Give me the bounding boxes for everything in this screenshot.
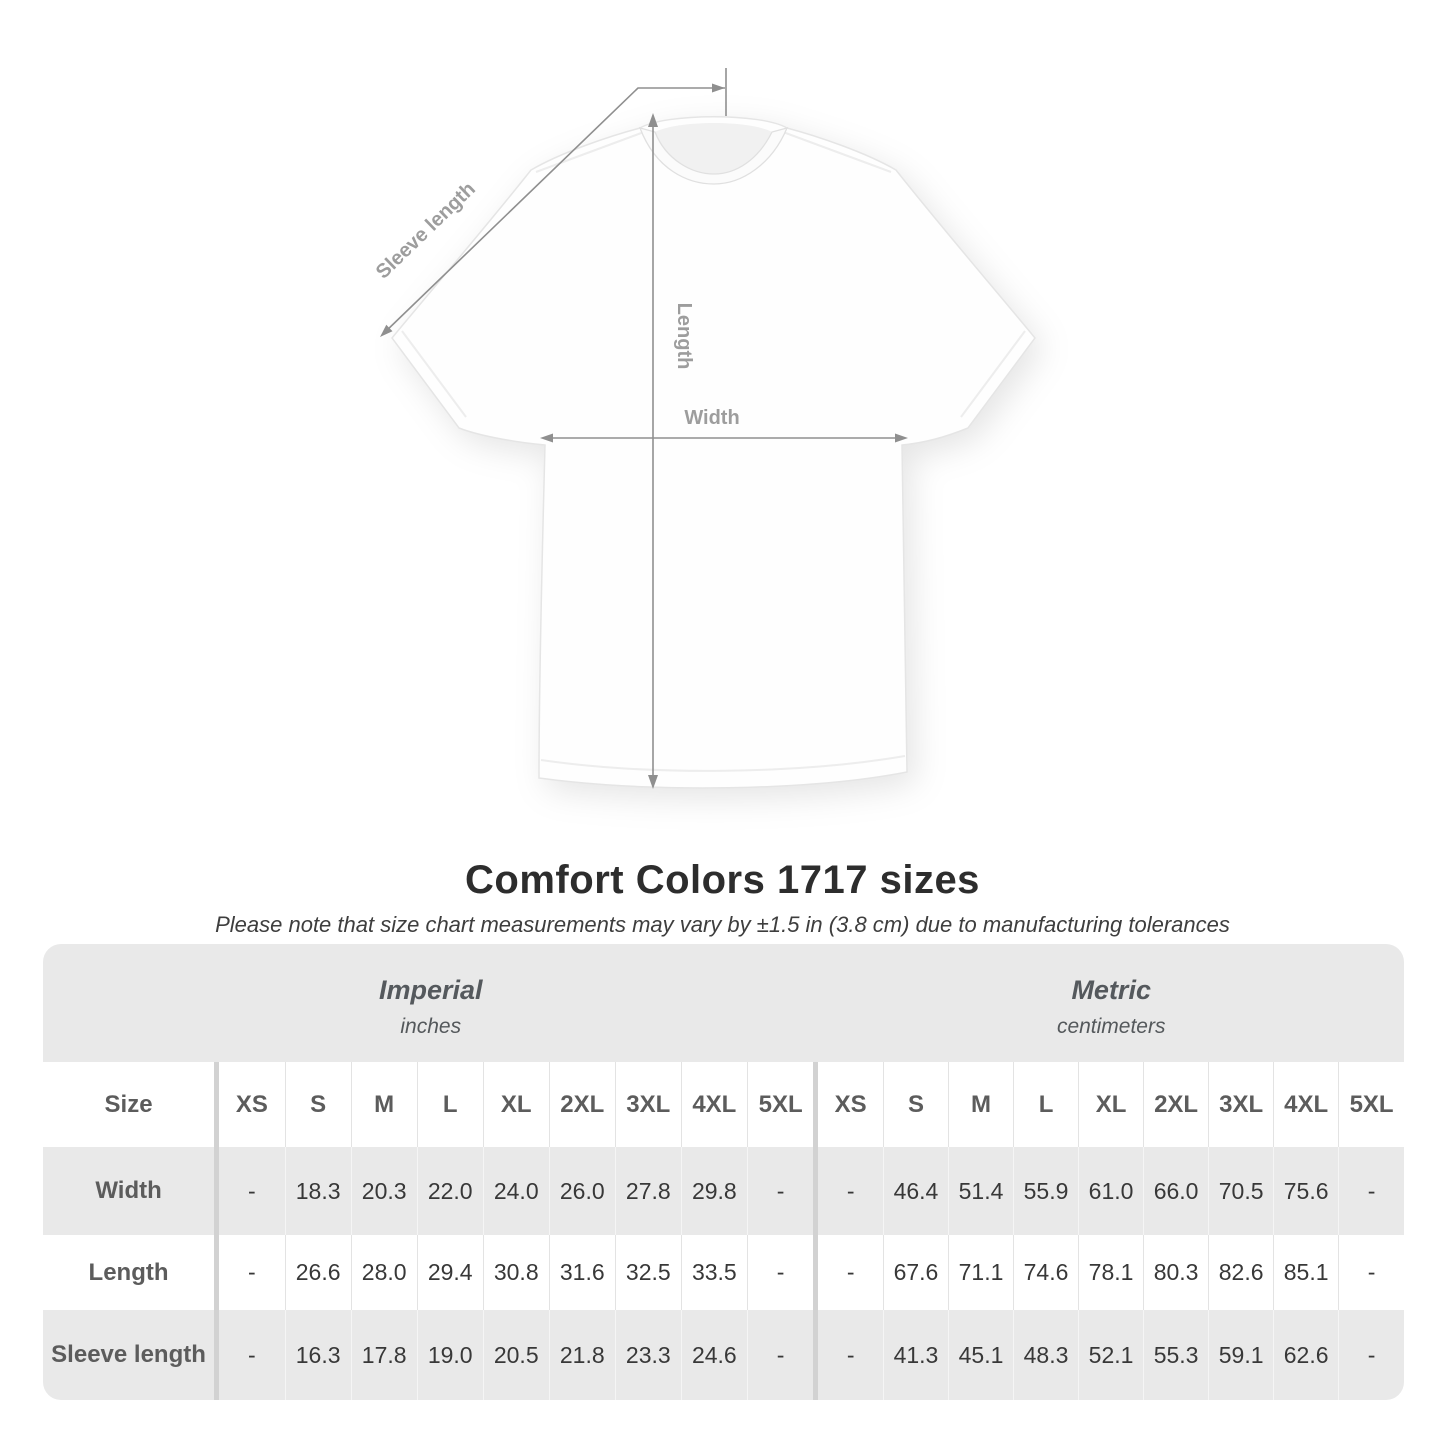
length-metric-cell: 71.1 (948, 1235, 1013, 1310)
sleeve-length-label: Sleeve length (371, 177, 480, 284)
length-metric-cell: 80.3 (1144, 1235, 1209, 1310)
length-imperial-cell: 26.6 (285, 1235, 351, 1310)
length-imperial-cell: 30.8 (483, 1235, 549, 1310)
sleeve-metric-cell: 55.3 (1144, 1310, 1209, 1400)
table-row-sleeve-length (43, 1310, 1404, 1400)
length-imperial-cell: 32.5 (615, 1235, 681, 1310)
width-metric-cell: - (1339, 1147, 1404, 1235)
shirt-illustration (392, 117, 1035, 788)
sleeve-imperial-cell: 23.3 (615, 1310, 681, 1400)
length-metric-cell: 74.6 (1014, 1235, 1079, 1310)
width-imperial-cell: 29.8 (681, 1147, 747, 1235)
row-label: Width (43, 1147, 214, 1235)
table-row-width (43, 1147, 1404, 1235)
sleeve-imperial-cell: - (219, 1310, 285, 1400)
sleeve-imperial-cell: 16.3 (285, 1310, 351, 1400)
size-col-header: M (351, 1062, 417, 1147)
size-col-header: 2XL (1144, 1062, 1209, 1147)
size-col-header: 3XL (1209, 1062, 1274, 1147)
width-metric-cell: 61.0 (1079, 1147, 1144, 1235)
unit-header-imperial (43, 944, 818, 1062)
length-metric-cell: 85.1 (1274, 1235, 1339, 1310)
size-col-header: 3XL (615, 1062, 681, 1147)
size-col-header: 5XL (747, 1062, 813, 1147)
length-metric-cell: 78.1 (1079, 1235, 1144, 1310)
sleeve-imperial-cell: 20.5 (483, 1310, 549, 1400)
length-metric-cell: 82.6 (1209, 1235, 1274, 1310)
length-label: Length (673, 302, 695, 370)
width-label: Width (684, 407, 740, 429)
sleeve-metric-cell: - (1339, 1310, 1404, 1400)
width-imperial-cell: - (219, 1147, 285, 1235)
size-col-header: L (1014, 1062, 1079, 1147)
width-imperial-cell: 20.3 (351, 1147, 417, 1235)
size-col-header: L (417, 1062, 483, 1147)
width-metric-cell: 75.6 (1274, 1147, 1339, 1235)
row-label: Sleeve length (43, 1310, 214, 1400)
shirt-body (392, 117, 1035, 788)
size-table (43, 944, 1404, 1400)
sleeve-metric-cell: 48.3 (1014, 1310, 1079, 1400)
length-imperial-cell: 31.6 (549, 1235, 615, 1310)
sleeve-metric-cell: 62.6 (1274, 1310, 1339, 1400)
width-imperial-cell: 26.0 (549, 1147, 615, 1235)
metric-unit: centimeters (1056, 1015, 1166, 1038)
width-imperial-cell: 18.3 (285, 1147, 351, 1235)
size-col-header: 5XL (1339, 1062, 1404, 1147)
width-imperial-cell: 27.8 (615, 1147, 681, 1235)
length-imperial-cell: - (747, 1235, 813, 1310)
size-header-row (43, 1062, 1404, 1147)
row-label: Length (88, 1258, 169, 1286)
sleeve-imperial-cell: 19.0 (417, 1310, 483, 1400)
width-metric-cell: 66.0 (1144, 1147, 1209, 1235)
size-col-header: XL (483, 1062, 549, 1147)
length-imperial-cell: 29.4 (417, 1235, 483, 1310)
size-col-header: 4XL (681, 1062, 747, 1147)
arrowhead-right (712, 84, 725, 93)
sleeve-imperial-cell: 21.8 (549, 1310, 615, 1400)
arrowhead-up (648, 113, 658, 127)
imperial-title: Imperial (378, 975, 483, 1005)
size-col-header: 4XL (1274, 1062, 1339, 1147)
length-metric-cell: 67.6 (883, 1235, 948, 1310)
width-metric-cell: 51.4 (948, 1147, 1013, 1235)
width-metric-cell: - (818, 1147, 883, 1235)
sleeve-imperial-cell: - (747, 1310, 813, 1400)
length-imperial-cell: 28.0 (351, 1235, 417, 1310)
metric-title: Metric (1071, 975, 1151, 1005)
page-title: Comfort Colors 1717 sizes (465, 858, 980, 902)
width-imperial-cell: 24.0 (483, 1147, 549, 1235)
size-col-header: S (883, 1062, 948, 1147)
imperial-unit: inches (400, 1015, 462, 1038)
length-imperial-cell: - (248, 1259, 256, 1285)
sleeve-metric-cell: 45.1 (948, 1310, 1013, 1400)
sleeve-metric-cell: 59.1 (1209, 1310, 1274, 1400)
length-metric-cell: - (1339, 1235, 1404, 1310)
size-col-header: 2XL (549, 1062, 615, 1147)
width-imperial-cell: - (747, 1147, 813, 1235)
size-header-label: Size (104, 1090, 153, 1118)
sleeve-metric-cell: - (818, 1310, 883, 1400)
width-imperial-cell: 22.0 (417, 1147, 483, 1235)
length-metric-cell: - (846, 1259, 855, 1285)
sleeve-imperial-cell: 24.6 (681, 1310, 747, 1400)
sleeve-metric-cell: 41.3 (883, 1310, 948, 1400)
width-metric-cell: 46.4 (883, 1147, 948, 1235)
sleeve-imperial-cell: 17.8 (351, 1310, 417, 1400)
size-col-header: S (285, 1062, 351, 1147)
unit-header-row (43, 944, 1404, 1062)
page-subtitle: Please note that size chart measurements may vary by ±1.5 in (3.8 cm) due to manufacturing tolerances (215, 912, 1230, 937)
table-row-length (43, 1235, 1404, 1310)
width-metric-cell: 55.9 (1014, 1147, 1079, 1235)
size-col-header: XS (235, 1090, 268, 1118)
size-col-header: XL (1079, 1062, 1144, 1147)
size-col-header: M (948, 1062, 1013, 1147)
width-metric-cell: 70.5 (1209, 1147, 1274, 1235)
unit-header-metric (818, 944, 1404, 1062)
sleeve-metric-cell: 52.1 (1079, 1310, 1144, 1400)
size-col-header: XS (834, 1090, 867, 1118)
length-imperial-cell: 33.5 (681, 1235, 747, 1310)
